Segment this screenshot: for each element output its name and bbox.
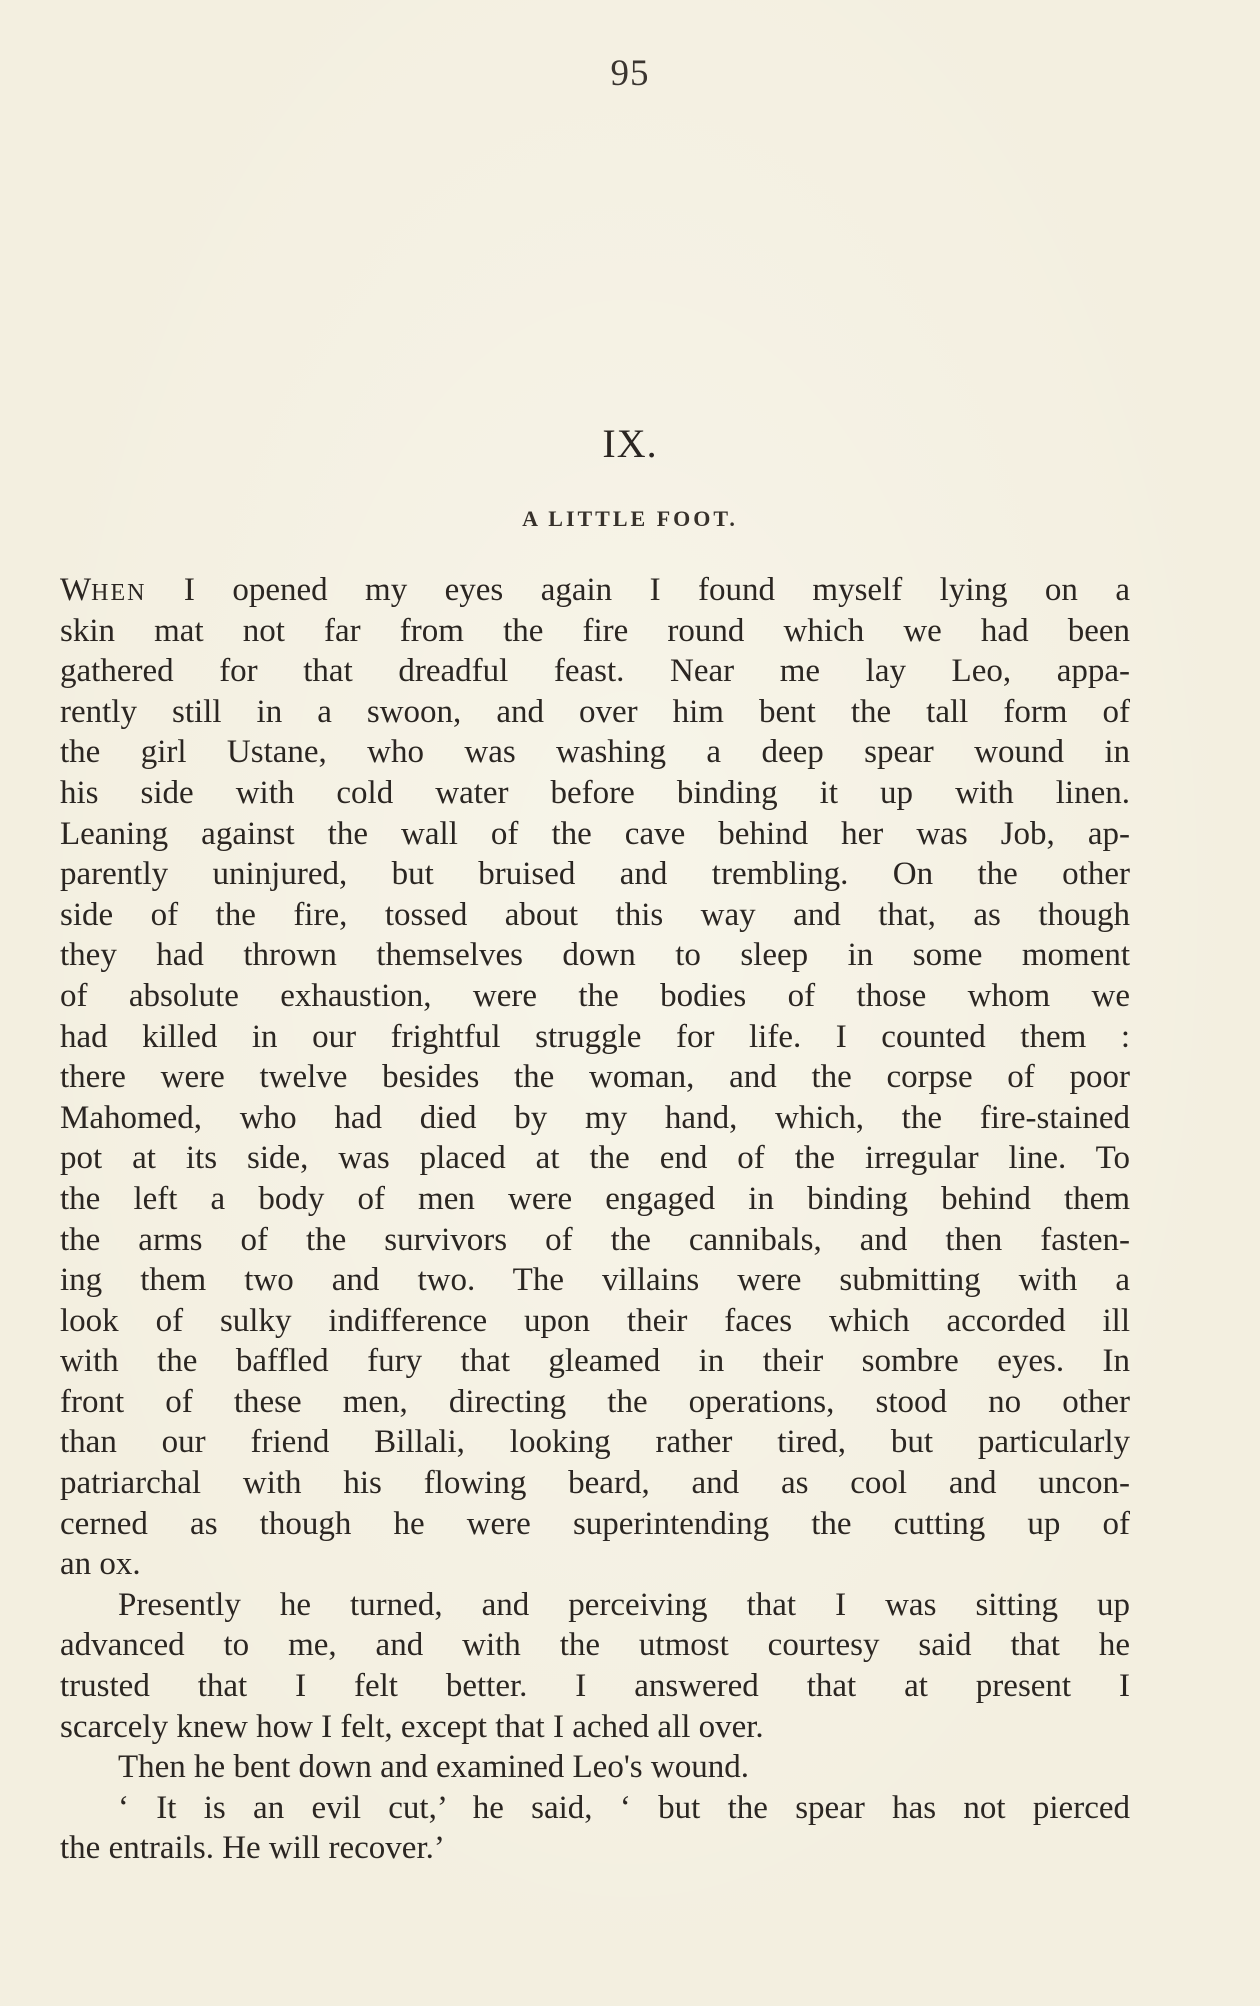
text-line: look of sulky indifference upon their faces which accorded ill (60, 1302, 1130, 1339)
text-line: pot at its side, was placed at the end of the irregular line. To (60, 1140, 1130, 1177)
text-line: rently still in a swoon, and over him bent the tall form of (60, 693, 1130, 730)
text-line: scarcely knew how I felt, except that I ached all over. (60, 1708, 764, 1745)
text-line: had killed in our frightful struggle for life. I counted them : (60, 1018, 1130, 1055)
text-line: the arms of the survivors of the cannibals, and then fasten- (60, 1221, 1130, 1258)
text-line: with the baffled fury that gleamed in their sombre eyes. In (60, 1343, 1130, 1380)
text-line: an ox. (60, 1546, 141, 1583)
text-line: they had thrown themselves down to sleep in some moment (60, 937, 1130, 974)
text-line: the left a body of men were engaged in binding behind them (60, 1180, 1130, 1217)
text-line: patriarchal with his flowing beard, and as cool and uncon- (60, 1465, 1130, 1502)
text-line: cerned as though he were superintending the cutting up of (60, 1505, 1130, 1542)
text-line: trusted that I felt better. I answered that at present I (60, 1668, 1130, 1705)
text-line: front of these men, directing the operations, stood no other (60, 1383, 1130, 1420)
text-line: parently uninjured, but bruised and trembling. On the other (60, 856, 1130, 893)
drop-initial: W (60, 572, 92, 608)
text-line: the girl Ustane, who was washing a deep spear wound in (60, 734, 1130, 771)
text-line: Presently he turned, and perceiving that I was sitting up (118, 1586, 1130, 1623)
text-line: there were twelve besides the woman, and the corpse of poor (60, 1059, 1130, 1096)
body-text (60, 570, 1130, 1869)
text-line: ‘ It is an evil cut,’ he said, ‘ but the spear has not pierced (118, 1789, 1130, 1826)
text-line: than our friend Billali, looking rather tired, but particularly (60, 1424, 1130, 1461)
text-line: Leaning against the wall of the cave behind her was Job, ap- (60, 815, 1130, 852)
text-line: side of the fire, tossed about this way and that, as though (60, 896, 1130, 933)
text-line: the entrails. He will recover.’ (60, 1830, 445, 1867)
text-line-rest: I opened my eyes again I found myself lying on a (146, 572, 1130, 608)
text-line: gathered for that dreadful feast. Near me lay Leo, appa- (60, 653, 1130, 690)
chapter-number: IX. (602, 421, 658, 466)
text-line: ing them two and two. The villains were submitting with a (60, 1262, 1130, 1299)
text-line: advanced to me, and with the utmost courtesy said that he (60, 1627, 1130, 1664)
text-line: his side with cold water before binding it up with linen. (60, 774, 1130, 811)
text-line: skin mat not far from the fire round which we had been (60, 612, 1130, 649)
small-caps-word: HEN (91, 580, 147, 606)
text-line: of absolute exhaustion, were the bodies of those whom we (60, 977, 1130, 1014)
text-line: Mahomed, who had died by my hand, which, the fire-stained (60, 1099, 1130, 1136)
text-line (60, 570, 1130, 611)
page-number: 95 (610, 53, 650, 94)
text-line: Then he bent down and examined Leo's wound. (118, 1749, 749, 1786)
chapter-title: A LITTLE FOOT. (522, 506, 738, 531)
